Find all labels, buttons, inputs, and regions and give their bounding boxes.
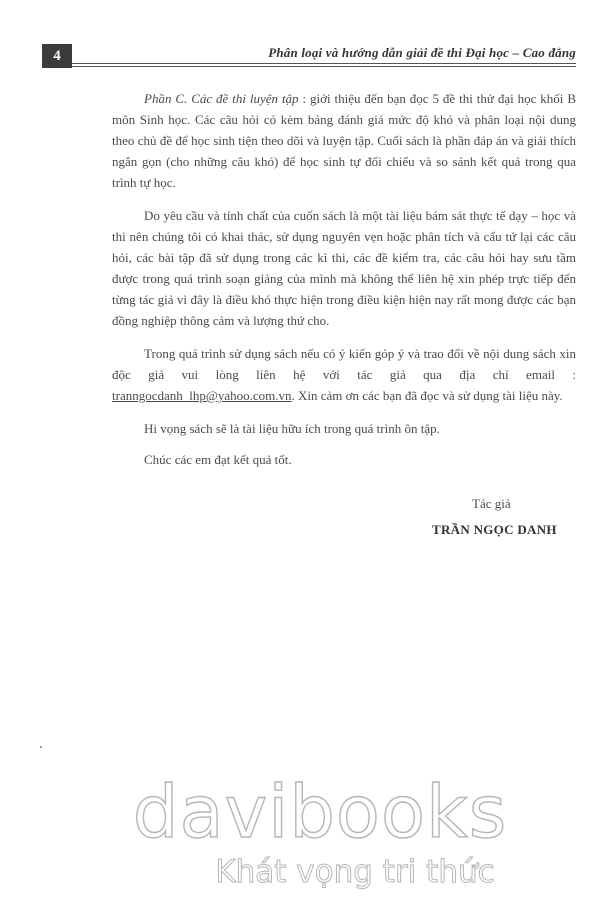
body-text (112, 88, 576, 480)
contact-closing: . Xin cảm ơn các bạn đã đọc và sử dụng tài liệu này. (291, 388, 563, 403)
running-title: Phân loại và hướng dẫn giải đề thi Đại học – Cao đẳng (262, 45, 576, 61)
header-rule (72, 63, 576, 64)
watermark-slogan: Khát vọng tri thức (215, 854, 495, 890)
part-c-heading: Phần C. Các đề thi luyện tập (144, 91, 299, 106)
author-name: TRẦN NGỌC DANH (432, 522, 557, 537)
author-role: Tác giả (472, 496, 511, 511)
paragraph-part-c (112, 88, 576, 193)
paragraph-wish: Chúc các em đạt kết quả tốt. (144, 452, 292, 467)
watermark-brand: davibooks (132, 770, 508, 854)
contact-text: Trong quá trình sử dụng sách nếu có ý kiến góp ý và trao đổi về nội dung sách xin độc giả vui lòng liên hệ với tác giả qua địa chỉ email : (112, 346, 576, 382)
part-c-description: : giới thiệu đến bạn đọc 5 đề thi thử đại học khối B môn Sinh học. Các câu hỏi có kèm bảng đánh giá mức độ khó và phân loại nội dung theo chủ đề để học sinh tiện theo dõi và luyện tập. Cuối sách là phần đáp án và giải thích ngắn gọn (cho những câu khó) để học sinh tự đối chiếu và so sánh kết quả trong qua trình tự học. (112, 91, 576, 190)
paragraph-sources: Do yêu cầu và tính chất của cuốn sách là một tài liệu bám sát thực tế dạy – học và thi nên chúng tôi có khai thác, sử dụng nguyên vẹn hoặc phân tích và cấu tứ lại các câu hỏi, các bài tập đã sử dụng trong các kì thi, các đề kiểm tra, các câu hỏi hay sưu tầm được trong quá trình soạn giảng của mình mà không thể liên hệ xin phép trực tiếp đến từng tác giả vì đây là điều khó thực hiện trong điều kiện hiện nay rất mong được các bạn đồng nghiệp thông cảm và lượng thứ cho. (112, 208, 576, 328)
header-rule-secondary (72, 66, 576, 67)
page-number: 4 (42, 44, 72, 68)
paragraph-hope: Hi vọng sách sẽ là tài liệu hữu ích trong quá trình ôn tập. (144, 421, 440, 436)
paragraph-contact (112, 343, 576, 406)
page-header (42, 44, 576, 70)
watermark (100, 772, 540, 892)
speck-mark (40, 746, 42, 748)
author-email-link[interactable]: tranngocdanh_lhp@yahoo.com.vn (112, 388, 292, 403)
